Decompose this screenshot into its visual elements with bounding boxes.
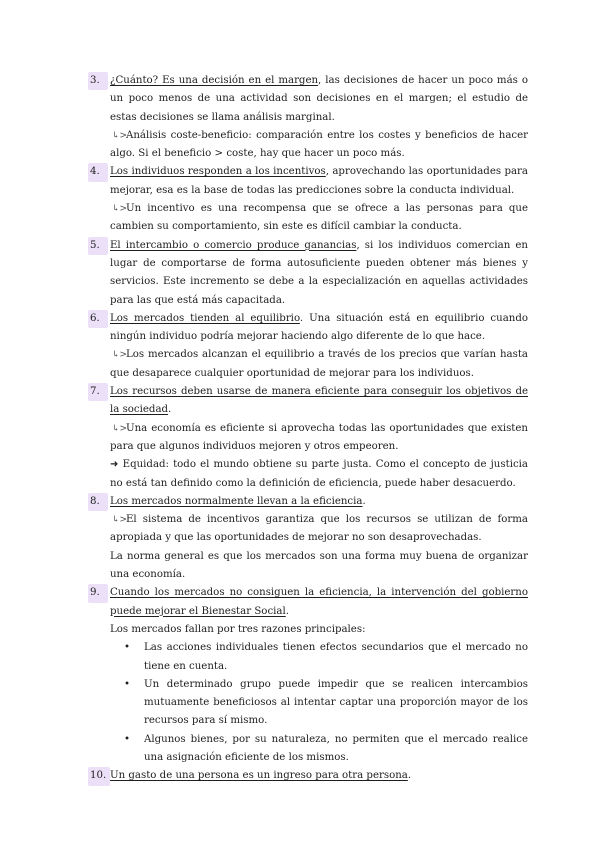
item-extra: Los mercados fallan por tres razones principales: [110, 623, 366, 635]
bullet-icon: • [124, 733, 131, 745]
item-title: Un gasto de una persona es un ingreso para otra persona [110, 770, 408, 782]
bullet-text: Las acciones individuales tienen efectos secundarios que el mercado no tiene en cuenta. [144, 642, 528, 672]
principle-item-8 [88, 493, 528, 584]
item-title: Los mercados tienden al equilibrio [110, 312, 300, 324]
item-number: 9. [88, 584, 108, 602]
sub-arrow-icon: ↳> [112, 130, 128, 141]
bullet-text: Algunos bienes, por su naturaleza, no permiten que el mercado realice una asignación eficiente de los mismos. [144, 733, 528, 763]
bullet-icon: • [124, 642, 131, 654]
bullet-text: Un determinado grupo puede impedir que se realicen intercambios mutuamente beneficiosos al intentar captar una proporción mayor de los recursos para sí mismo. [144, 678, 528, 727]
list-item [110, 676, 528, 731]
item-sub: Un incentivo es una recompensa que se ofrece a las personas para que cambien su comportamiento, sin este es difícil cambiar la conducta. [110, 203, 528, 233]
item-sub: Los mercados alcanzan el equilibrio a través de los precios que varían hasta que desaparece cualquier oportunidad de mejorar para los individuos. [110, 349, 528, 379]
item-title: ¿Cuánto? Es una decisión en el margen [110, 75, 319, 86]
item-sub: El sistema de incentivos garantiza que los recursos se utilizan de forma apropiada y que las oportunidades de mejorar no son desaprovechadas. [110, 514, 528, 544]
item-number: 8. [88, 493, 108, 511]
item-extra: La norma general es que los mercados son una forma muy buena de organizar una economía. [110, 550, 528, 581]
item-sub: Una economía es eficiente si aprovecha todas las oportunidades que existen para que algunos individuos mejoren y otros empeoren. [110, 422, 528, 452]
principle-item-9 [88, 584, 528, 767]
item-sub: Análisis coste-beneficio: comparación entre los costes y beneficios de hacer algo. Si el beneficio > coste, hay que hacer un poco más. [110, 129, 528, 160]
principle-item-10 [88, 767, 528, 785]
item-number: 7. [88, 383, 108, 401]
item-number: 3. [88, 72, 108, 90]
sub-arrow-icon: ↳> [112, 423, 128, 434]
item-title: Los individuos responden a los incentivos [110, 166, 326, 178]
item-text: . [362, 495, 366, 507]
sub-arrow-icon: ↳> [112, 204, 128, 215]
item-title: Cuando los mercados no consiguen la eficiencia, la intervención del gobierno puede mejorar el Bienestar Social [110, 587, 528, 617]
item-title: El intercambio o comercio produce ganancias [110, 239, 357, 251]
item-text: , aprovechando las oportunidades para mejorar, esa es la base de todas las predicciones sobre la conducta individual. [110, 166, 528, 196]
item-text: . [407, 770, 412, 782]
item-text: . [168, 404, 172, 416]
bullet-icon: • [124, 678, 131, 690]
item-title: Los recursos deben usarse de manera eficiente para conseguir los objetivos de la sociedad [110, 386, 528, 416]
list-item [110, 731, 528, 768]
principle-item-4 [88, 163, 528, 236]
item-text: . Una situación está en equilibrio cuando ningún individuo podría mejorar haciendo algo diferente de lo que hace. [110, 312, 528, 343]
principles-list [88, 72, 528, 786]
sub-arrow-icon: ↳> [112, 350, 128, 361]
item-number: 4. [88, 163, 108, 181]
item-text: . [285, 605, 289, 617]
principle-item-5 [88, 237, 528, 310]
item-text: , las decisiones de hacer un poco más o un poco menos de una actividad son decisiones en el margen; el estudio de estas decisiones se llama análisis marginal. [110, 75, 528, 123]
list-item [110, 639, 528, 676]
reasons-list [110, 639, 528, 767]
principle-item-7 [88, 383, 528, 493]
item-extra: ➜ Equidad: todo el mundo obtiene su parte justa. Como el concepto de justicia no está tan definido como la definición de eficiencia, puede haber desacuerdo. [110, 459, 528, 489]
item-number: 5. [88, 237, 108, 255]
item-title: Los mercados normalmente llevan a la eficiencia [110, 495, 363, 507]
principle-item-3 [88, 72, 528, 163]
item-number: 10. [88, 767, 110, 785]
sub-arrow-icon: ↳> [112, 515, 128, 526]
principle-item-6 [88, 310, 528, 383]
item-number: 6. [88, 310, 108, 328]
item-text: , si los individuos comercian en lugar de comportarse de forma autosuficiente pueden obtener más bienes y servicios. Este incremento se debe a la especialización en aquellas actividades para las que está más capacitada. [110, 239, 528, 306]
